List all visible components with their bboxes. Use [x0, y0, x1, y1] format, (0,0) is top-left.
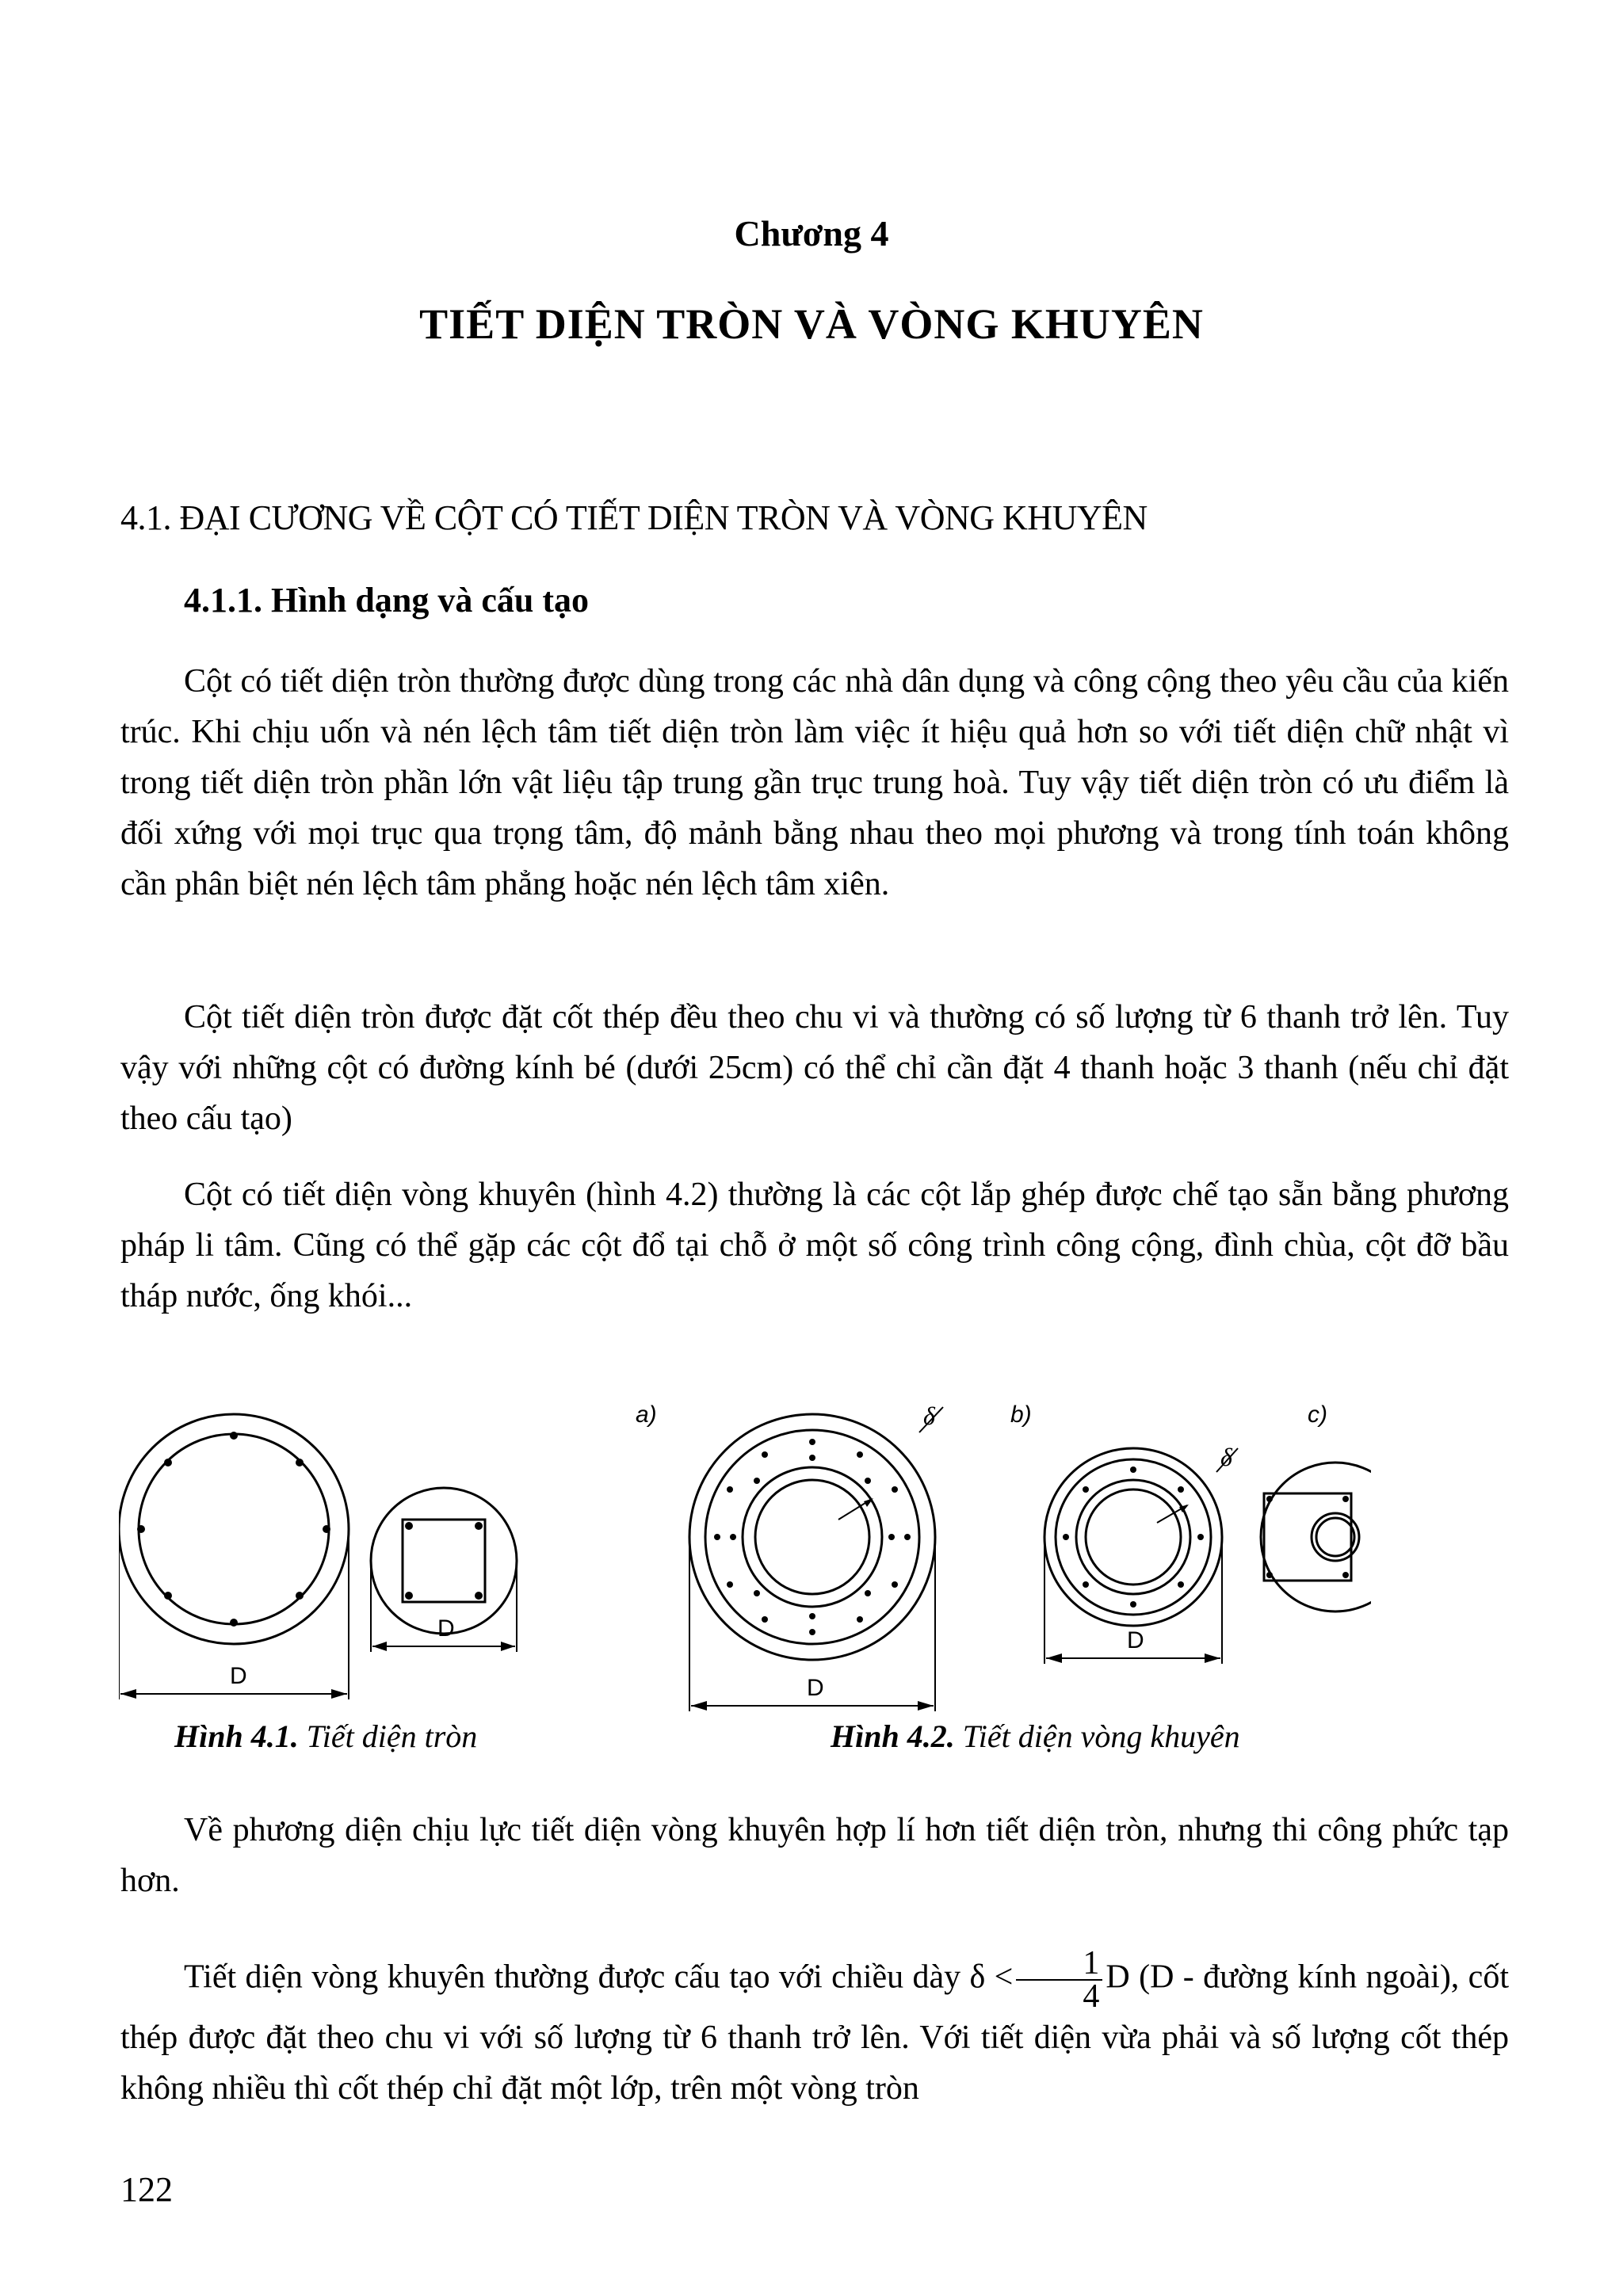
figures-area: [119, 1379, 1371, 1727]
paragraph-3: Cột có tiết diện vòng khuyên (hình 4.2) thường là các cột lắp ghép được chế tạo sẵn bằng phương pháp li tâm. Cũng có thể gặp các cột đổ tại chỗ ở một số công trình công cộng, đình chùa, cột đỡ bầu tháp nước, ống khói...: [120, 1177, 1509, 1314]
fraction-numerator: 1: [1016, 1947, 1102, 1981]
rebar-dots-c: [1266, 1496, 1349, 1578]
dim-D-label-41a: D: [230, 1663, 247, 1689]
figure-41-large-circle: [119, 1414, 349, 1699]
paragraph-5-after: D (D - đường kính ngoài), cốt thép được đặt theo chu vi với số lượng từ 6 thanh trở lên. Với tiết diện vừa phải và số lượng cốt thép không nhiều thì cốt thép chỉ đặt một lớp, trên một vòng tròn: [120, 1958, 1509, 2107]
section-heading: 4.1. ĐẠI CƯƠNG VỀ CỘT CÓ TIẾT DIỆN TRÒN VÀ VÒNG KHUYÊN: [120, 498, 1148, 537]
figures-drawing: [119, 1379, 1371, 1727]
figure-41-caption-number: Hình 4.1.: [174, 1718, 299, 1754]
figure-42b-ring: [1010, 1402, 1238, 1664]
figure-42-caption: [831, 1718, 1240, 1755]
paragraph-1: Cột có tiết diện tròn thường được dùng trong các nhà dân dụng và công cộng theo yêu cầu của kiến trúc. Khi chịu uốn và nén lệch tâm tiết diện tròn làm việc ít hiệu quả hơn so với tiết diện chữ nhật vì trong tiết diện tròn phần lớn vật liệu tập trung gần trục trung hoà. Tuy vậy tiết diện tròn có ưu điểm là đối xứng với mọi trục qua trọng tâm, độ mảnh bằng nhau theo mọi phương và trong tính toán không cần phân biệt nén lệch tâm phẳng hoặc nén lệch tâm xiên.: [120, 663, 1509, 902]
rebar-dots-ring-b: [1063, 1466, 1204, 1608]
dim-D-label-42b: D: [1127, 1627, 1144, 1653]
label-b: b): [1010, 1402, 1032, 1428]
paragraph-5-before: Tiết diện vòng khuyên thường được cấu tạo với chiều dày δ <: [184, 1958, 1014, 1996]
rebar-dots-large: [137, 1432, 330, 1627]
chapter-label: Chương 4: [734, 213, 889, 254]
dim-D-label-42a: D: [807, 1675, 824, 1701]
figure-41-caption-text: Tiết diện tròn: [306, 1718, 478, 1754]
fraction-one-quarter: [1016, 1945, 1102, 2015]
rebar-dots-small: [405, 1522, 483, 1600]
subsection-heading: 4.1.1. Hình dạng và cấu tạo: [184, 581, 589, 620]
dim-D-label-41b: D: [437, 1615, 455, 1642]
chapter-title: TIẾT DIỆN TRÒN VÀ VÒNG KHUYÊN: [419, 300, 1204, 348]
figure-42-caption-text: Tiết diện vòng khuyên: [962, 1718, 1240, 1754]
paragraph-2: Cột tiết diện tròn được đặt cốt thép đều theo chu vi và thường có số lượng từ 6 thanh trở lên. Tuy vậy với những cột có đường kính bé (dưới 25cm) có thể chỉ cần đặt 4 thanh hoặc 3 thanh (nếu chỉ đặt theo cấu tạo): [120, 999, 1509, 1137]
page-number: 122: [120, 2170, 173, 2209]
figure-41-caption: [174, 1718, 477, 1755]
paragraph-5: [120, 1947, 1509, 2114]
figure-42a-ring: [636, 1402, 943, 1711]
figure-42-caption-number: Hình 4.2.: [831, 1718, 955, 1754]
label-c: c): [1308, 1402, 1327, 1428]
figure-41-small-circle: [371, 1488, 517, 1652]
fraction-denominator: 4: [1083, 1978, 1100, 2015]
delta-label-a: δ: [923, 1402, 935, 1430]
paragraph-4: Về phương diện chịu lực tiết diện vòng khuyên hợp lí hơn tiết diện tròn, nhưng thi công phức tạp hơn.: [120, 1812, 1509, 1899]
delta-label-b: δ: [1220, 1443, 1232, 1471]
figure-42c-ring: [1261, 1402, 1371, 1611]
label-a: a): [636, 1402, 657, 1428]
